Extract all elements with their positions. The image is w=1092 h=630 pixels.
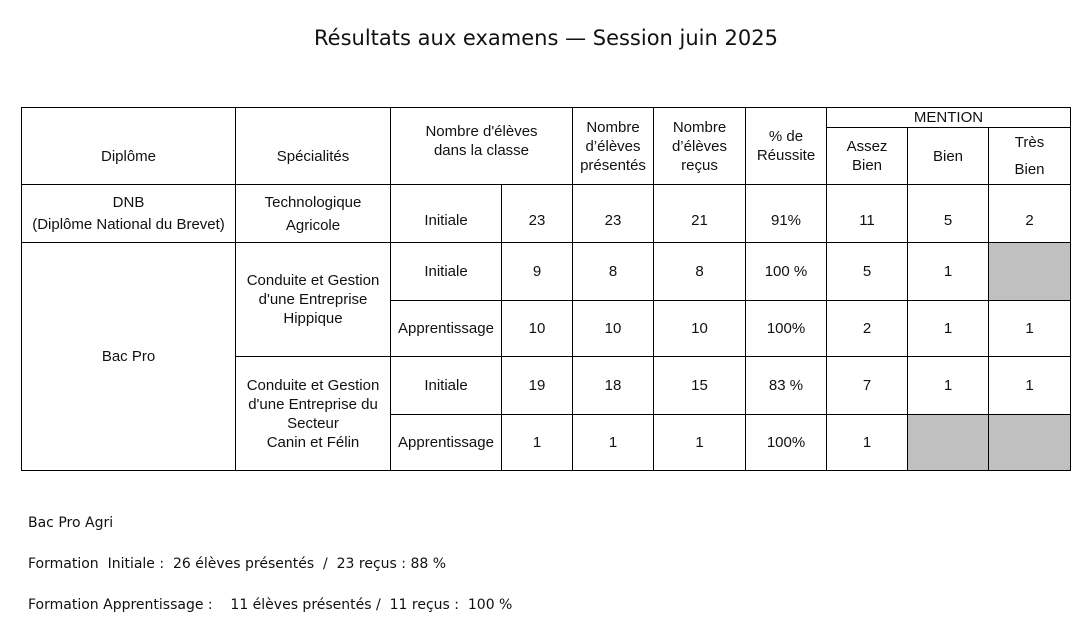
cell-formation: Initiale xyxy=(391,243,502,301)
cell-bien: 1 xyxy=(908,301,989,357)
cell-specialite-hippique: Conduite et Gestion d'une Entreprise Hippique xyxy=(236,243,391,357)
header-eleves-presentes: Nombre d’élèves présentés xyxy=(573,108,654,185)
results-table xyxy=(21,107,1071,471)
cell-classe: 23 xyxy=(502,185,573,243)
cell-recus: 1 xyxy=(654,415,746,471)
cell-reussite: 100% xyxy=(746,301,827,357)
cell-reussite: 91% xyxy=(746,185,827,243)
cell-tres-bien: 2 xyxy=(989,185,1071,243)
cell-formation: Initiale xyxy=(391,357,502,415)
cell-recus: 15 xyxy=(654,357,746,415)
notes-initiale: Formation Initiale : 26 élèves présentés / 23 reçus : 88 % xyxy=(28,556,447,572)
cell-recus: 10 xyxy=(654,301,746,357)
cell-recus: 8 xyxy=(654,243,746,301)
table-row xyxy=(22,243,1071,301)
header-mention: MENTION xyxy=(827,108,1071,128)
cell-reussite: 100% xyxy=(746,415,827,471)
cell-diplome-bacpro: Bac Pro xyxy=(22,243,236,471)
cell-bien: 1 xyxy=(908,357,989,415)
header-eleves-classe: Nombre d'élèves dans la classe xyxy=(391,108,573,185)
cell-classe: 19 xyxy=(502,357,573,415)
cell-tres-bien-empty xyxy=(989,415,1071,471)
cell-tres-bien-empty xyxy=(989,243,1071,301)
cell-presentes: 8 xyxy=(573,243,654,301)
cell-classe: 10 xyxy=(502,301,573,357)
dnb-label: DNB xyxy=(112,194,145,211)
notes-heading: Bac Pro Agri xyxy=(28,515,114,531)
header-row xyxy=(22,108,1071,128)
cell-recus: 21 xyxy=(654,185,746,243)
cell-diplome-dnb xyxy=(22,185,236,243)
cell-presentes: 10 xyxy=(573,301,654,357)
header-diplome: Diplôme xyxy=(22,108,236,185)
cell-presentes: 1 xyxy=(573,415,654,471)
cell-bien: 1 xyxy=(908,243,989,301)
cell-formation: Initiale xyxy=(391,185,502,243)
cell-presentes: 18 xyxy=(573,357,654,415)
dnb-full-label: (Diplôme National du Brevet) xyxy=(32,216,225,233)
notes-apprentissage: Formation Apprentissage : 11 élèves présentés / 11 reçus : 100 % xyxy=(28,597,513,613)
cell-classe: 9 xyxy=(502,243,573,301)
cell-tres-bien: 1 xyxy=(989,301,1071,357)
page-title: Résultats aux examens — Session juin 2025 xyxy=(314,26,778,50)
header-reussite: % de Réussite xyxy=(746,108,827,185)
specialite-line: Agricole xyxy=(285,216,341,234)
cell-assez-bien: 5 xyxy=(827,243,908,301)
cell-formation: Apprentissage xyxy=(391,301,502,357)
cell-bien: 5 xyxy=(908,185,989,243)
specialite-line: Technologique xyxy=(264,193,362,211)
cell-reussite: 83 % xyxy=(746,357,827,415)
header-tres-bien: Très Bien xyxy=(989,128,1071,185)
cell-reussite: 100 % xyxy=(746,243,827,301)
header-specialites: Spécialités xyxy=(236,108,391,185)
header-assez-bien: Assez Bien xyxy=(827,128,908,185)
cell-specialite-canin xyxy=(236,357,391,471)
header-bien: Bien xyxy=(908,128,989,185)
table-row-dnb xyxy=(22,185,1071,243)
cell-tres-bien: 1 xyxy=(989,357,1071,415)
specialite-line: Conduite et Gestion d'une Entreprise du Secteur xyxy=(246,376,380,432)
cell-assez-bien: 11 xyxy=(827,185,908,243)
cell-presentes: 23 xyxy=(573,185,654,243)
cell-bien-empty xyxy=(908,415,989,471)
cell-classe: 1 xyxy=(502,415,573,471)
specialite-line: Canin et Félin xyxy=(266,433,360,451)
header-eleves-recus: Nombre d’élèves reçus xyxy=(654,108,746,185)
cell-assez-bien: 1 xyxy=(827,415,908,471)
cell-assez-bien: 7 xyxy=(827,357,908,415)
cell-formation: Apprentissage xyxy=(391,415,502,471)
cell-assez-bien: 2 xyxy=(827,301,908,357)
cell-specialite-dnb xyxy=(236,185,391,243)
